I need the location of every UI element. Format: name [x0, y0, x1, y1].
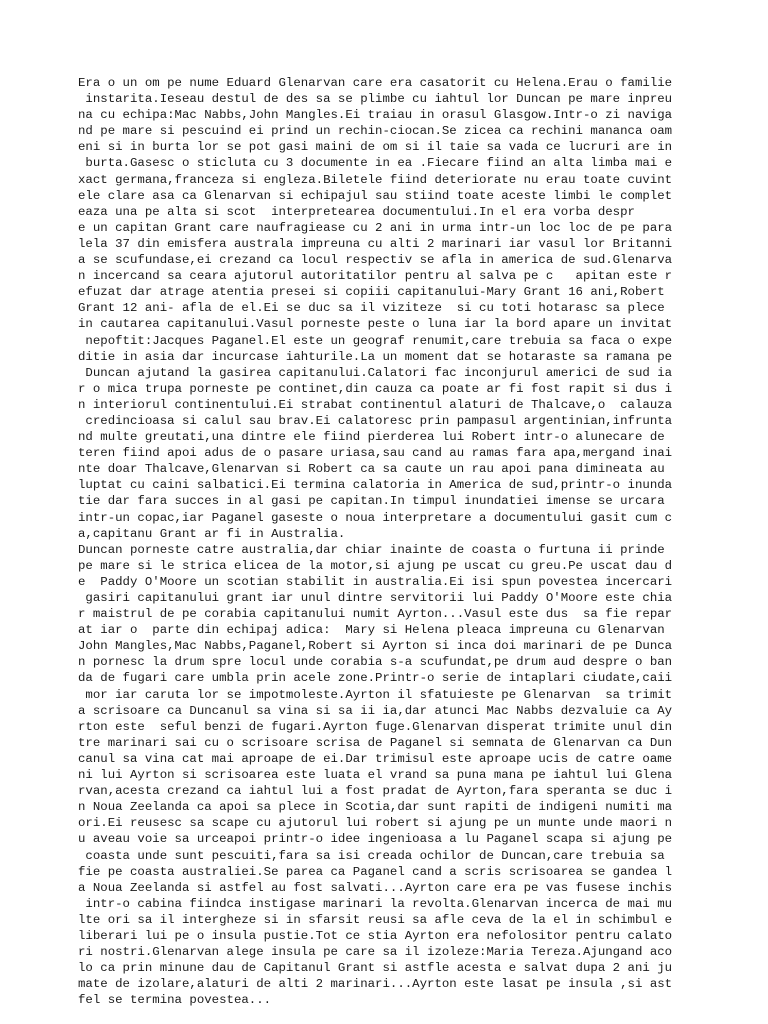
text-line: n incercand sa ceara ajutorul autoritatilor pentru al salva pe c apitan este r — [78, 269, 673, 284]
text-line: fie pe coasta australiei.Se parea ca Paganel cand a scris scrisoarea se gandea l — [78, 864, 673, 879]
text-line: n interiorul continentului.Ei strabat continentul alaturi de Thalcave,o calauza — [78, 397, 673, 412]
text-line: lo ca prin minune dau de Capitanul Grant si astfle acesta e salvat dupa 2 ani ju — [78, 961, 673, 976]
text-line: nd multe greutati,una dintre ele fiind pierderea lui Robert intr-o alunecare de — [78, 430, 665, 445]
text-line: a,capitanu Grant ar fi in Australia. — [78, 526, 346, 541]
text-line: credincioasa si calul sau brav.Ei calatoresc prin pampasul argentinian,infrunta — [78, 413, 673, 428]
text-line: eaza una pe alta si scot interpretearea documentului.In el era vorba despr — [78, 204, 635, 219]
text-line: luptat cu caini salbatici.Ei termina calatoria in America de sud,printr-o inunda — [78, 478, 673, 493]
text-line: John Mangles,Mac Nabbs,Paganel,Robert si Ayrton si inca doi marinari de pe Dunca — [78, 639, 673, 654]
text-line: efuzat dar atrage atentia presei si copiii capitanului-Mary Grant 16 ani,Robert — [78, 285, 665, 300]
text-line: rton este seful benzi de fugari.Ayrton fuge.Glenarvan disperat trimite unul din — [78, 719, 673, 734]
text-line: a scrisoare ca Duncanul sa vina si sa ii ia,dar atunci Mac Nabbs dezvaluie ca Ay — [78, 703, 673, 718]
text-line: ele clare asa ca Glenarvan si echipajul sau stiind toate aceste limbi le complet — [78, 188, 673, 203]
text-line: rvan,acesta crezand ca iahtul lui a fost pradat de Ayrton,fara speranta se duc i — [78, 784, 673, 799]
text-line: pe mare si le strica elicea de la motor,si ajung pe uscat cu greu.Pe uscat dau d — [78, 558, 673, 573]
text-line: r o mica trupa porneste pe continet,din cauza ca poate ar fi fost rapit si dus i — [78, 381, 673, 396]
text-line: in cautarea capitanului.Vasul porneste peste o luna iar la bord apare un invitat — [78, 317, 673, 332]
text-line: u aveau voie sa urceapoi printr-o idee ingenioasa a lu Paganel scapa si ajung pe — [78, 832, 673, 847]
text-line: n Noua Zeelanda ca apoi sa plece in Scotia,dar sunt rapiti de indigeni numiti ma — [78, 800, 673, 815]
text-line: ori.Ei reusesc sa scape cu ajutorul lui robert si ajung pe un munte unde maori n — [78, 816, 673, 831]
text-line: nte doar Thalcave,Glenarvan si Robert ca sa caute un rau apoi pana dimineata au — [78, 462, 665, 477]
text-line: gasiri capitanului grant iar unul dintre servitorii lui Paddy O'Moore este chia — [78, 591, 673, 605]
text-line: ri nostri.Glenarvan alege insula pe care sa il izoleze:Maria Tereza.Ajungand aco — [78, 945, 673, 960]
text-line: Duncan porneste catre australia,dar chiar inainte de coasta o furtuna ii prinde — [78, 542, 665, 557]
text-line: mate de izolare,alaturi de alti 2 marinari...Ayrton este lasat pe insula ,si ast — [78, 977, 673, 992]
text-line: r maistrul de pe corabia capitanului numit Ayrton...Vasul este dus sa fie repar — [78, 607, 673, 622]
text-line: canul sa vina cat mai aproape de ei.Dar trimisul este aproape ucis de catre oame — [78, 751, 673, 766]
text-line: ditie in asia dar incurcase iahturile.La un moment dat se hotaraste sa ramana pe — [78, 349, 673, 364]
text-line: teren fiind apoi adus de o pasare uriasa,sau cand au ramas fara apa,mergand inai — [78, 446, 673, 461]
text-line: tie dar fara succes in al gasi pe capitan.In timpul inundatiei imense se urcara — [78, 494, 665, 509]
text-line: coasta unde sunt pescuiti,fara sa isi creada ochilor de Duncan,care trebuia sa — [78, 848, 665, 863]
text-line: Era o un om pe nume Eduard Glenarvan care era casatorit cu Helena.Erau o familie — [78, 76, 673, 90]
text-line: ni lui Ayrton si scrisoarea este luata el vrand sa puna mana pe iahtul lui Glena — [78, 768, 673, 783]
text-line: xact germana,franceza si engleza.Biletele fiind deteriorate nu erau toate cuvint — [78, 172, 673, 187]
text-line: tre marinari sai cu o scrisoare scrisa de Paganel si semnata de Glenarvan ca Dun — [78, 735, 673, 750]
text-line: lte ori sa il intergheze si in sfarsit reusi sa afle ceva de la el in schimbul e — [78, 912, 673, 927]
text-line: intr-un copac,iar Paganel gaseste o noua interpretare a documentului gasit cum c — [78, 510, 673, 525]
text-line: liberari lui pe o insula pustie.Tot ce stia Ayrton era nefolositor pentru calato — [78, 928, 673, 943]
text-line: nd pe mare si pescuind ei prind un rechin-ciocan.Se zicea ca rechini mananca oam — [78, 124, 673, 139]
text-line: fel se termina povestea... — [78, 993, 272, 1008]
text-line: Duncan ajutand la gasirea capitanului.Calatori fac inconjurul americi de sud ia — [78, 365, 673, 380]
text-line: mor iar caruta lor se impotmoleste.Ayrton il sfatuieste pe Glenarvan sa trimit — [78, 687, 673, 702]
text-line: burta.Gasesc o sticluta cu 3 documente in ea .Fiecare fiind an alta limba mai e — [78, 156, 673, 171]
text-line: da de fugari care umbla prin acele zone.Printr-o serie de intaplari ciudate,caii — [78, 671, 673, 686]
text-line: na cu echipa:Mac Nabbs,John Mangles.Ei traiau in orasul Glasgow.Intr-o zi naviga — [78, 108, 673, 123]
text-line: at iar o parte din echipaj adica: Mary si Helena pleaca impreuna cu Glenarvan — [78, 623, 665, 638]
story-text — [78, 75, 698, 1008]
text-line: e Paddy O'Moore un scotian stabilit in australia.Ei isi spun povestea incercari — [78, 574, 673, 589]
text-line: a Noua Zeelanda si astfel au fost salvati...Ayrton care era pe vas fusese inchis — [78, 880, 673, 895]
text-line: instarita.Ieseau destul de des sa se plimbe cu iahtul lor Duncan pe mare inpreu — [78, 92, 673, 107]
text-line: n pornesc la drum spre locul unde corabia s-a scufundat,pe drum aud despre o ban — [78, 655, 673, 670]
text-line: e un capitan Grant care naufragiease cu 2 ani in urma intr-un loc loc de pe para — [78, 220, 673, 235]
text-line: nepoftit:Jacques Paganel.El este un geograf renumit,care trebuia sa faca o expe — [78, 333, 673, 348]
text-line: Grant 12 ani- afla de el.Ei se duc sa il viziteze si cu toti hotarasc sa plece — [78, 301, 665, 316]
text-line: intr-o cabina fiindca instigase marinari la revolta.Glenarvan incerca de mai mu — [78, 896, 673, 911]
text-line: a se scufundase,ei crezand ca locul respectiv se afla in america de sud.Glenarva — [78, 253, 673, 268]
text-line: eni si in burta lor se pot gasi maini de om si il taie sa vada ce lucruri are in — [78, 140, 673, 155]
text-line: lela 37 din emisfera australa impreuna cu alti 2 marinari iar vasul lor Britanni — [78, 236, 673, 251]
